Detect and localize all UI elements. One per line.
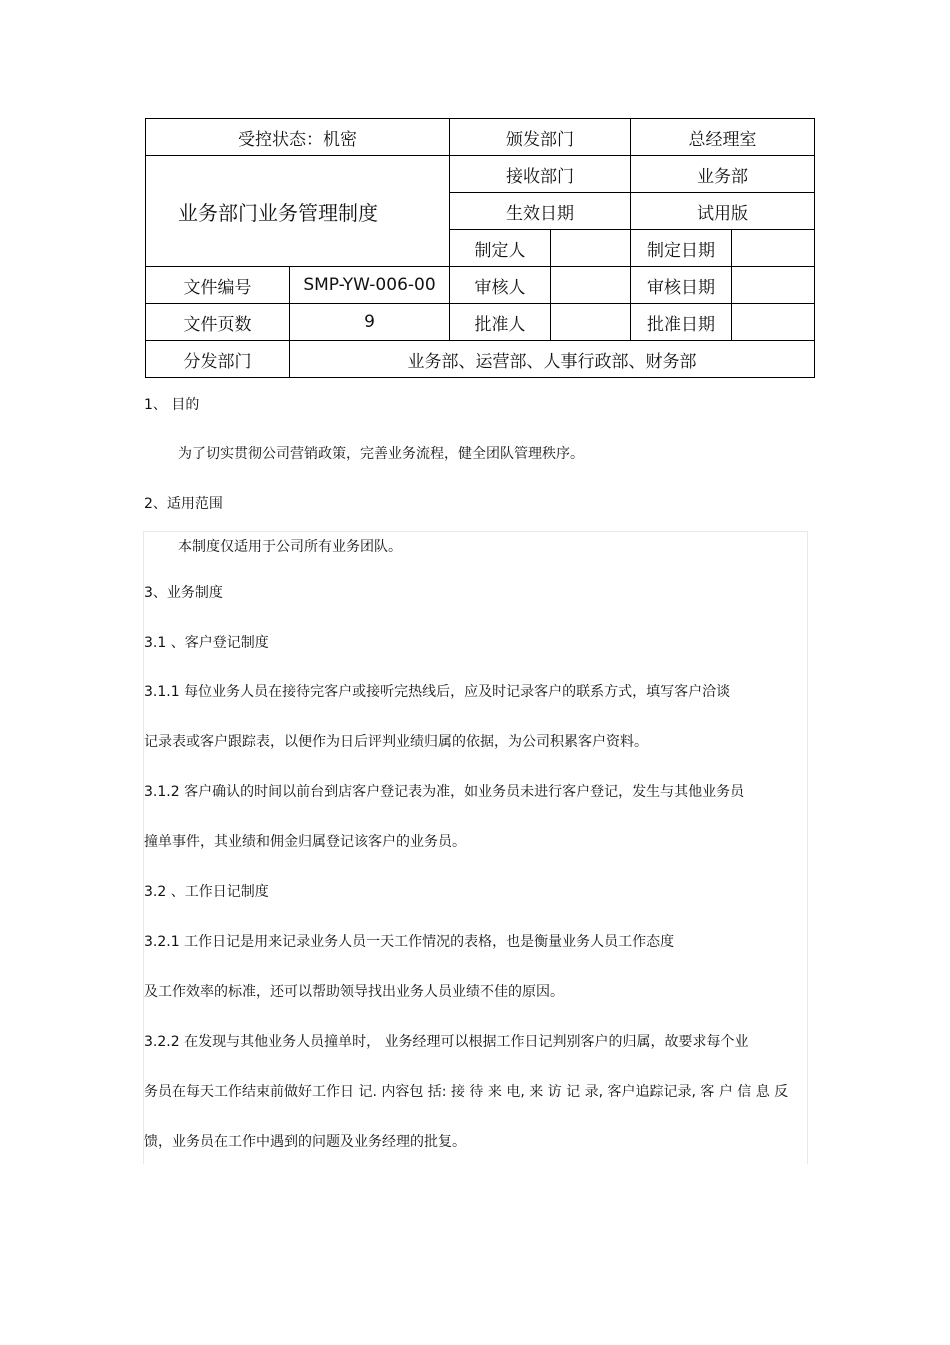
effective-date-label: 生效日期 <box>450 193 631 230</box>
approve-date-label: 批准日期 <box>631 304 732 341</box>
doc-no-label: 文件编号 <box>146 267 290 304</box>
approve-date-value <box>732 304 815 341</box>
pages-value: 9 <box>290 304 450 341</box>
reviewer-value <box>551 267 631 304</box>
author-value <box>551 230 631 267</box>
section-2-title: 2、适用范围 <box>144 496 223 512</box>
issue-dept-value: 总经理室 <box>631 119 815 156</box>
recv-dept-value: 业务部 <box>631 156 815 193</box>
recv-dept-label: 接收部门 <box>450 156 631 193</box>
section-3-2-2-line-2: 务员在每天工作结束前做好工作日 记. 内容包 括: 接 待 来 电, 来 访 记 录, 客户追踪记录, 客 户 信 息 反 <box>144 1084 789 1100</box>
distribution-value: 业务部、运营部、人事行政部、财务部 <box>290 341 815 378</box>
section-3-1-title: 3.1 、客户登记制度 <box>144 635 269 651</box>
section-3-1-2-line-1: 3.1.2 客户确认的时间以前台到店客户登记表为准，如业务员未进行客户登记，发生与其他业务员 <box>144 784 745 800</box>
document-title: 业务部门业务管理制度 <box>146 156 450 267</box>
approver-label: 批准人 <box>450 304 551 341</box>
section-3-1-1-line-1: 3.1.1 每位业务人员在接待完客户或接听完热线后，应及时记录客户的联系方式，填写客户洽谈 <box>144 684 731 700</box>
section-3-1-1-line-2: 记录表或客户跟踪表，以便作为日后评判业绩归属的依据，为公司积累客户资料。 <box>144 734 648 750</box>
review-date-label: 审核日期 <box>631 267 732 304</box>
effective-date-value: 试用版 <box>631 193 815 230</box>
distribution-label: 分发部门 <box>146 341 290 378</box>
section-3-2-1-line-1: 3.2.1 工作日记是用来记录业务人员一天工作情况的表格，也是衡量业务人员工作态度 <box>144 934 675 950</box>
doc-no-value: SMP-YW-006-00 <box>290 267 450 304</box>
section-3-2-2-line-3: 馈，业务员在工作中遇到的问题及业务经理的批复。 <box>144 1134 466 1150</box>
section-3-2-1-line-2: 及工作效率的标准，还可以帮助领导找出业务人员业绩不佳的原因。 <box>144 984 564 1000</box>
section-3-1-2-line-2: 撞单事件，其业绩和佣金归属登记该客户的业务员。 <box>144 834 466 850</box>
reviewer-label: 审核人 <box>450 267 551 304</box>
issue-dept-label: 颁发部门 <box>450 119 631 156</box>
review-date-value <box>732 267 815 304</box>
author-date-value <box>732 230 815 267</box>
section-1-title: 1、 目的 <box>144 397 200 413</box>
document-control-table <box>145 118 815 378</box>
pages-label: 文件页数 <box>146 304 290 341</box>
section-1-text: 为了切实贯彻公司营销政策，完善业务流程，健全团队管理秩序。 <box>178 446 584 462</box>
section-3-2-2-line-1: 3.2.2 在发现与其他业务人员撞单时， 业务经理可以根据工作日记判别客户的归属，故要求每个业 <box>144 1034 749 1050</box>
section-3-title: 3、业务制度 <box>144 585 223 601</box>
section-3-2-title: 3.2 、工作日记制度 <box>144 884 269 900</box>
author-date-label: 制定日期 <box>631 230 732 267</box>
section-2-text: 本制度仅适用于公司所有业务团队。 <box>178 539 402 555</box>
control-status: 受控状态：机密 <box>146 119 450 156</box>
approver-value <box>551 304 631 341</box>
author-label: 制定人 <box>450 230 551 267</box>
